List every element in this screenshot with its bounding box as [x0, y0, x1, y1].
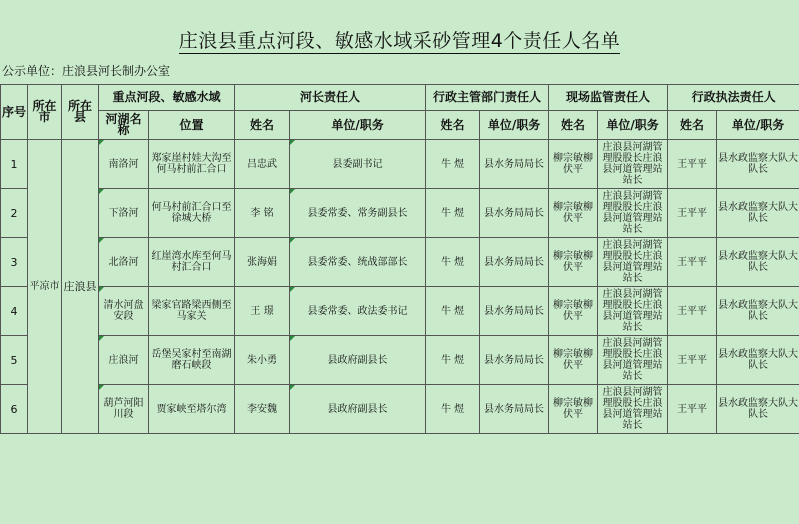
site-unit-cell: 庄浪县河湖管理股股长庄浪县河道管理站站长 [598, 287, 668, 336]
table-row [1, 287, 799, 336]
river-name-cell: 葫芦河阳川段 [99, 385, 149, 434]
river-name-cell: 清水河盘安段 [99, 287, 149, 336]
header-river-chief: 河长责任人 [235, 85, 426, 111]
admin-name-cell: 牛 煜 [426, 287, 480, 336]
table-row [1, 140, 799, 189]
enf-name-cell: 王平平 [668, 385, 717, 434]
row-seq: 5 [1, 336, 28, 385]
chief-name-cell: 李安魏 [235, 385, 290, 434]
admin-name-cell: 牛 煜 [426, 140, 480, 189]
admin-unit-cell: 县水务局局长 [480, 287, 549, 336]
enf-unit-cell: 县水政监察大队大队长 [717, 140, 799, 189]
county-cell: 庄浪县 [62, 140, 99, 434]
enf-unit-cell: 县水政监察大队大队长 [717, 287, 799, 336]
chief-name-cell: 王 璟 [235, 287, 290, 336]
river-name-cell: 庄浪河 [99, 336, 149, 385]
site-unit-cell: 庄浪县河湖管理股股长庄浪县河道管理站站长 [598, 336, 668, 385]
table-row [1, 385, 799, 434]
header-section: 重点河段、敏感水域 [99, 85, 235, 111]
header-site-name: 姓名 [549, 111, 598, 140]
row-seq: 2 [1, 189, 28, 238]
enf-unit-cell: 县水政监察大队大队长 [717, 336, 799, 385]
admin-name-cell: 牛 煜 [426, 336, 480, 385]
admin-unit-cell: 县水务局局长 [480, 238, 549, 287]
header-chief-unit: 单位/职务 [290, 111, 426, 140]
admin-unit-cell: 县水务局局长 [480, 336, 549, 385]
row-seq: 6 [1, 385, 28, 434]
table-row [1, 238, 799, 287]
location-cell: 贾家峡至塔尔湾 [149, 385, 235, 434]
location-cell: 梁家官路梁西侧至马家关 [149, 287, 235, 336]
location-cell: 何马村前汇合口至徐城大桥 [149, 189, 235, 238]
city-cell: 平凉市 [28, 140, 62, 434]
site-name-cell: 柳宗敏柳伏平 [549, 385, 598, 434]
table-row [1, 336, 799, 385]
publisher-line: 公示单位：庄浪县河长制办公室 [2, 64, 171, 78]
enf-name-cell: 王平平 [668, 287, 717, 336]
header-site-unit: 单位/职务 [598, 111, 668, 140]
enf-name-cell: 王平平 [668, 238, 717, 287]
site-unit-cell: 庄浪县河湖管理股股长庄浪县河道管理站站长 [598, 189, 668, 238]
enf-unit-cell: 县水政监察大队大队长 [717, 238, 799, 287]
site-unit-cell: 庄浪县河湖管理股股长庄浪县河道管理站站长 [598, 385, 668, 434]
site-name-cell: 柳宗敏柳伏平 [549, 140, 598, 189]
chief-name-cell: 李 铭 [235, 189, 290, 238]
row-seq: 3 [1, 238, 28, 287]
chief-unit-cell: 县政府副县长 [290, 336, 426, 385]
header-site-supervision: 现场监管责任人 [549, 85, 668, 111]
admin-unit-cell: 县水务局局长 [480, 140, 549, 189]
header-row-2 [1, 111, 799, 140]
page-title: 庄浪县重点河段、敏感水域采砂管理4个责任人名单 [178, 30, 621, 52]
header-chief-name: 姓名 [235, 111, 290, 140]
header-location: 位置 [149, 111, 235, 140]
admin-unit-cell: 县水务局局长 [480, 189, 549, 238]
row-seq: 4 [1, 287, 28, 336]
header-admin-name: 姓名 [426, 111, 480, 140]
enf-name-cell: 王平平 [668, 336, 717, 385]
admin-name-cell: 牛 煜 [426, 189, 480, 238]
chief-unit-cell: 县委常委、政法委书记 [290, 287, 426, 336]
header-enforcement: 行政执法责任人 [668, 85, 799, 111]
chief-unit-cell: 县委副书记 [290, 140, 426, 189]
chief-unit-cell: 县委常委、常务副县长 [290, 189, 426, 238]
river-name-cell: 南洛河 [99, 140, 149, 189]
location-cell: 红崖湾水库至何马村汇合口 [149, 238, 235, 287]
row-seq: 1 [1, 140, 28, 189]
admin-unit-cell: 县水务局局长 [480, 385, 549, 434]
location-cell: 岳堡吴家村至南湖磨石峡段 [149, 336, 235, 385]
header-enf-unit: 单位/职务 [717, 111, 799, 140]
site-unit-cell: 庄浪县河湖管 理股股长庄浪县河道管理站站长 [598, 238, 668, 287]
site-unit-cell: 庄浪县河湖管理股股长庄浪县河道管理站站长 [598, 140, 668, 189]
enf-name-cell: 王平平 [668, 189, 717, 238]
admin-name-cell: 牛 煜 [426, 238, 480, 287]
site-name-cell: 柳宗敏柳伏平 [549, 238, 598, 287]
header-river-name: 河湖名称 [99, 111, 149, 140]
header-city: 所在市 [28, 85, 62, 140]
chief-name-cell: 朱小勇 [235, 336, 290, 385]
header-admin-unit: 单位/职务 [480, 111, 549, 140]
admin-name-cell: 牛 煜 [426, 385, 480, 434]
river-name-cell: 下洛河 [99, 189, 149, 238]
enf-unit-cell: 县水政监察大队大队长 [717, 189, 799, 238]
location-cell: 郑家崖村娃大沟至何马村前汇合口 [149, 140, 235, 189]
header-seq: 序号 [1, 85, 28, 140]
river-name-cell: 北洛河 [99, 238, 149, 287]
site-name-cell: 柳宗敏柳伏平 [549, 287, 598, 336]
responsibility-table [0, 84, 799, 434]
site-name-cell: 柳宗敏柳伏平 [549, 189, 598, 238]
chief-name-cell: 张海娟 [235, 238, 290, 287]
enf-name-cell: 王平平 [668, 140, 717, 189]
chief-name-cell: 吕忠武 [235, 140, 290, 189]
chief-unit-cell: 县委常委、统战部部长 [290, 238, 426, 287]
header-admin-dept: 行政主管部门责任人 [426, 85, 549, 111]
header-county: 所在县 [62, 85, 99, 140]
header-enf-name: 姓名 [668, 111, 717, 140]
chief-unit-cell: 县政府副县长 [290, 385, 426, 434]
table-row [1, 189, 799, 238]
enf-unit-cell: 县水政监察大队大队长 [717, 385, 799, 434]
site-name-cell: 柳宗敏柳伏平 [549, 336, 598, 385]
header-row-1 [1, 85, 799, 111]
